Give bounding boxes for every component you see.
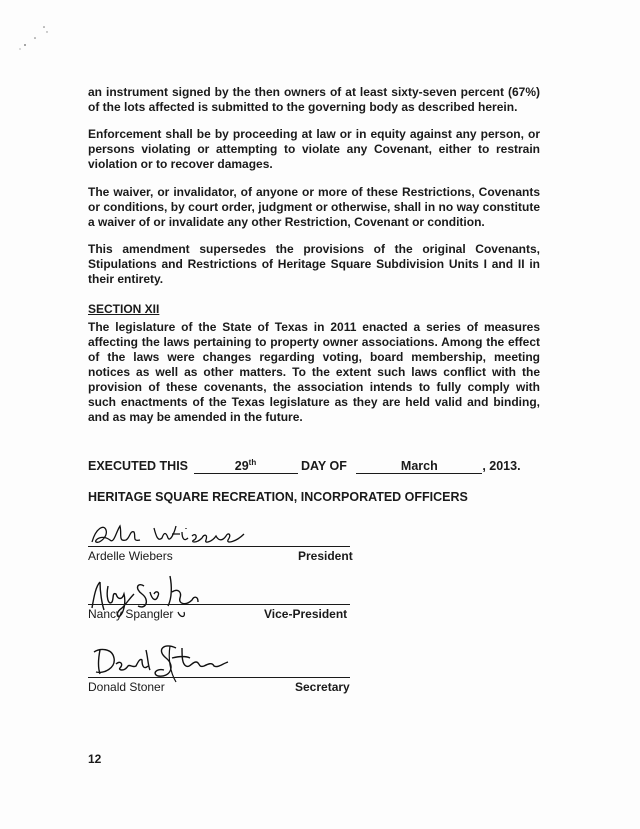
paragraph-waiver: The waiver, or invalidator, of anyone or more of these Restrictions, Covenants or conditions, by court order, judgment or otherwise, shall in no way constitute a waiver of or invalidate any other Restriction, Covenant or condition. bbox=[88, 185, 540, 229]
signatory-role-vice-president: Vice-President bbox=[264, 607, 348, 621]
execution-year: , 2013. bbox=[482, 459, 521, 474]
execution-day: 29 bbox=[234, 459, 249, 474]
execution-month: March bbox=[400, 459, 438, 474]
execution-line bbox=[88, 456, 521, 474]
paragraph-texas-legislature: The legislature of the State of Texas in 2011 enacted a series of measures affecting the laws pertaining to property owner associations. Among the effect of the laws were changes regarding voting, board membership, meeting notices as well as other matters. To the extent such laws conflict with the provision of these covenants, the association intends to fully comply with such enactments of the Texas legislature as they are held valid and binding, and as may be amended in the future. bbox=[88, 320, 540, 424]
signature-line-president bbox=[88, 546, 350, 547]
paragraph-amendment-threshold: an instrument signed by the then owners of at least sixty-seven percent (67%) of the lots affected is submitted to the governing body as described herein. bbox=[88, 85, 540, 114]
page-number: 12 bbox=[88, 752, 102, 766]
signatory-name-president: Ardelle Wiebers bbox=[88, 549, 173, 563]
signatory-name-secretary: Donald Stoner bbox=[88, 680, 165, 694]
executed-label: EXECUTED THIS bbox=[88, 459, 189, 474]
signatory-name-vice-president: Nancy Spangler bbox=[88, 607, 174, 621]
signature-donald-stoner bbox=[86, 638, 236, 686]
signature-line-vice-president bbox=[88, 604, 350, 605]
execution-day-field bbox=[194, 456, 298, 474]
execution-day-suffix: th bbox=[248, 458, 257, 467]
signature-line-secretary bbox=[88, 677, 350, 678]
signatory-role-president: President bbox=[298, 549, 353, 563]
section-heading: SECTION XII bbox=[88, 302, 160, 316]
signatory-role-secretary: Secretary bbox=[295, 680, 350, 694]
scan-specks bbox=[14, 24, 54, 54]
execution-month-field bbox=[356, 459, 482, 474]
day-of-label: DAY OF bbox=[300, 459, 347, 474]
paragraph-supersedes: This amendment supersedes the provisions of the original Covenants, Stipulations and Restrictions of Heritage Square Subdivision Units I and II in their entirety. bbox=[88, 242, 540, 286]
paragraph-enforcement: Enforcement shall be by proceeding at law or in equity against any person, or persons violating or attempting to violate any Covenant, either to restrain violation or to recover damages. bbox=[88, 127, 540, 171]
officers-heading: HERITAGE SQUARE RECREATION, INCORPORATED OFFICERS bbox=[88, 490, 468, 504]
